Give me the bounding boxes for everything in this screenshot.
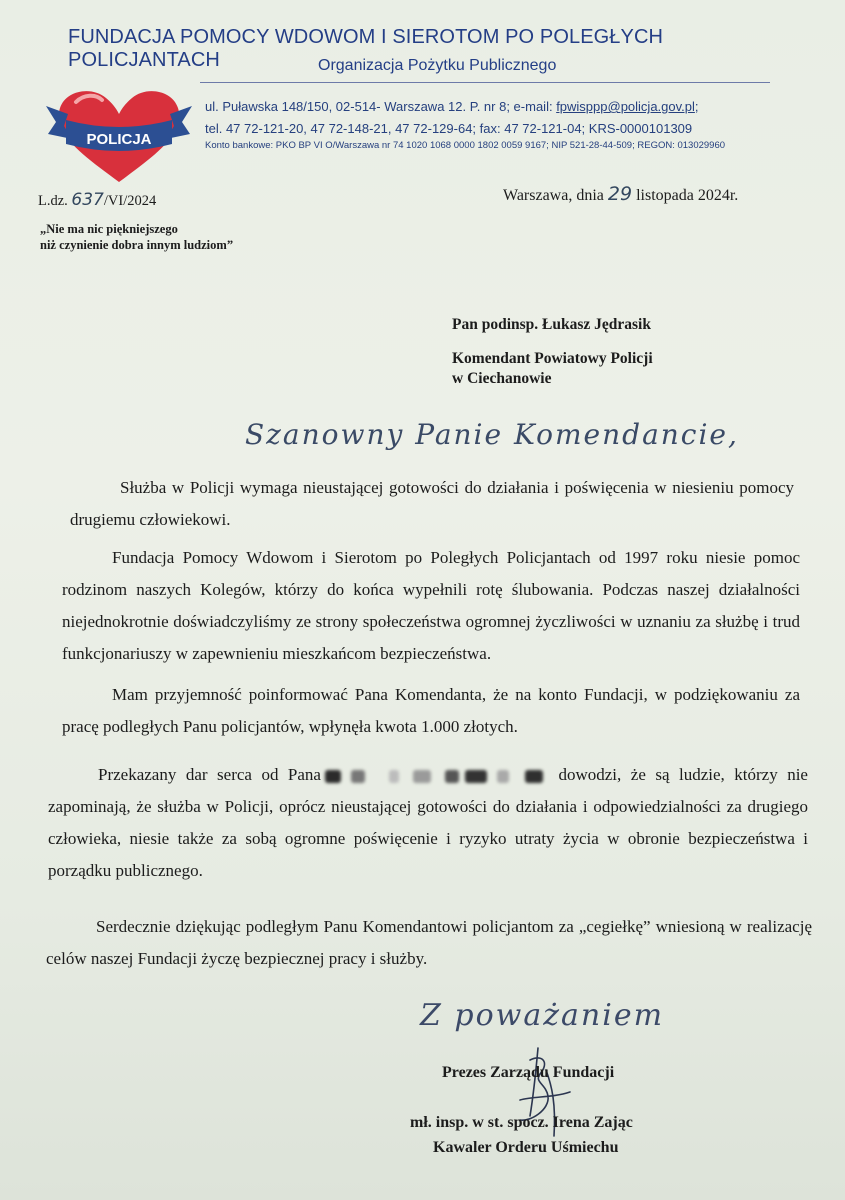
reference-number [38, 190, 156, 210]
signatory-name: mł. insp. w st. spocz. Irena Zając [410, 1114, 633, 1131]
paragraph-4 [48, 759, 808, 887]
date-suffix: listopada 2024r. [632, 187, 739, 204]
address-line [205, 99, 699, 114]
phone-line: tel. 47 72-121-20, 47 72-148-21, 47 72-129-64; fax: 47 72-121-04; KRS-0000101309 [205, 121, 693, 136]
header-divider [200, 82, 770, 83]
recipient-name: Pan podinsp. Łukasz Jędrasik [452, 316, 651, 333]
recipient-title: Komendant Powiatowy Policji [452, 350, 653, 367]
paragraph-4-start: Przekazany dar serca od Pana [98, 765, 321, 784]
reference-handwritten: 637 [71, 190, 104, 210]
recipient-location: w Ciechanowie [452, 370, 552, 387]
paragraph-5 [46, 911, 812, 975]
reference-prefix: L.dz. [38, 193, 72, 209]
paragraph-5-text: Serdecznie dziękując podległym Panu Komendantowi policjantom za „cegiełkę” wniesioną w realizację celów naszej Fundacji życzę bezpiecznej pracy i służby. [46, 917, 812, 968]
logo-label: POLICJA [86, 131, 152, 148]
motto [40, 221, 233, 253]
date-prefix: Warszawa, dnia [503, 187, 608, 204]
paragraph-2 [62, 542, 800, 670]
bank-line: Konto bankowe: PKO BP VI O/Warszawa nr 74 1020 1068 0000 1802 0059 9167; NIP 521-28-44-509; REGON: 013029960 [205, 140, 726, 151]
paragraph-2-text: Fundacja Pomocy Wdowom i Sierotom po Poległych Policjantach od 1997 roku niesie pomoc rodzinom naszych Kolegów, którzy do końca wypełnili rotę ślubowania. Podczas naszej działalności niejednokrotnie doświadczyliśmy ze strony społeczeństwa ogromnej życzliwości w uznaniu za służbę i trud funkcjonariuszy w zapewnieniu mieszkańcom bezpieczeństwa. [62, 548, 800, 663]
org-name: FUNDACJA POMOCY WDOWOM I SIEROTOM PO POLEGŁYCH POLICJANTACH [68, 26, 664, 71]
paragraph-3-text: Mam przyjemność poinformować Pana Komendanta, że na konto Fundacji, w podziękowaniu za pracę podległych Panu policjantów, wpłynęła kwota 1.000 złotych. [62, 685, 800, 736]
paragraph-4-end: dowodzi, że są ludzie, którzy nie zapominają, że służba w Policji, oprócz nieustającej gotowości do działania i odpowiedzialności za drugiego człowieka, niesie także za sobą ogromne poświęcenie i ryzyko utraty życia w obronie bezpieczeństwa i porządku publicznego. [48, 765, 808, 880]
address-end: ; [694, 99, 699, 114]
paragraph-3 [62, 679, 800, 743]
salutation: Szanowny Panie Komendancie, [245, 418, 739, 451]
letter-date [503, 183, 738, 205]
paragraph-1 [70, 472, 794, 536]
org-subtitle: Organizacja Pożytku Publicznego [318, 57, 557, 74]
address-text: ul. Puławska 148/150, 02-514- Warszawa 12. P. nr 8; e-mail: [205, 99, 557, 114]
closing-phrase: Z poważaniem [420, 998, 665, 1033]
motto-line-1: „Nie ma nic piękniejszego [40, 222, 178, 236]
signatory-role: Prezes Zarządu Fundacji [442, 1064, 615, 1081]
reference-suffix: /VI/2024 [103, 193, 157, 209]
redacted-name [321, 769, 549, 784]
email-link[interactable]: fpwisppp@policja.gov.pl [556, 99, 695, 114]
policja-heart-logo [44, 84, 194, 184]
motto-line-2: niż czynienie dobra innym ludziom” [40, 238, 234, 252]
paragraph-1-text: Służba w Policji wymaga nieustającej gotowości do działania i poświęcenia w niesieniu pomocy drugiemu człowiekowi. [70, 478, 794, 529]
signatory-honor: Kawaler Orderu Uśmiechu [433, 1139, 619, 1156]
date-handwritten-day: 29 [607, 183, 633, 205]
